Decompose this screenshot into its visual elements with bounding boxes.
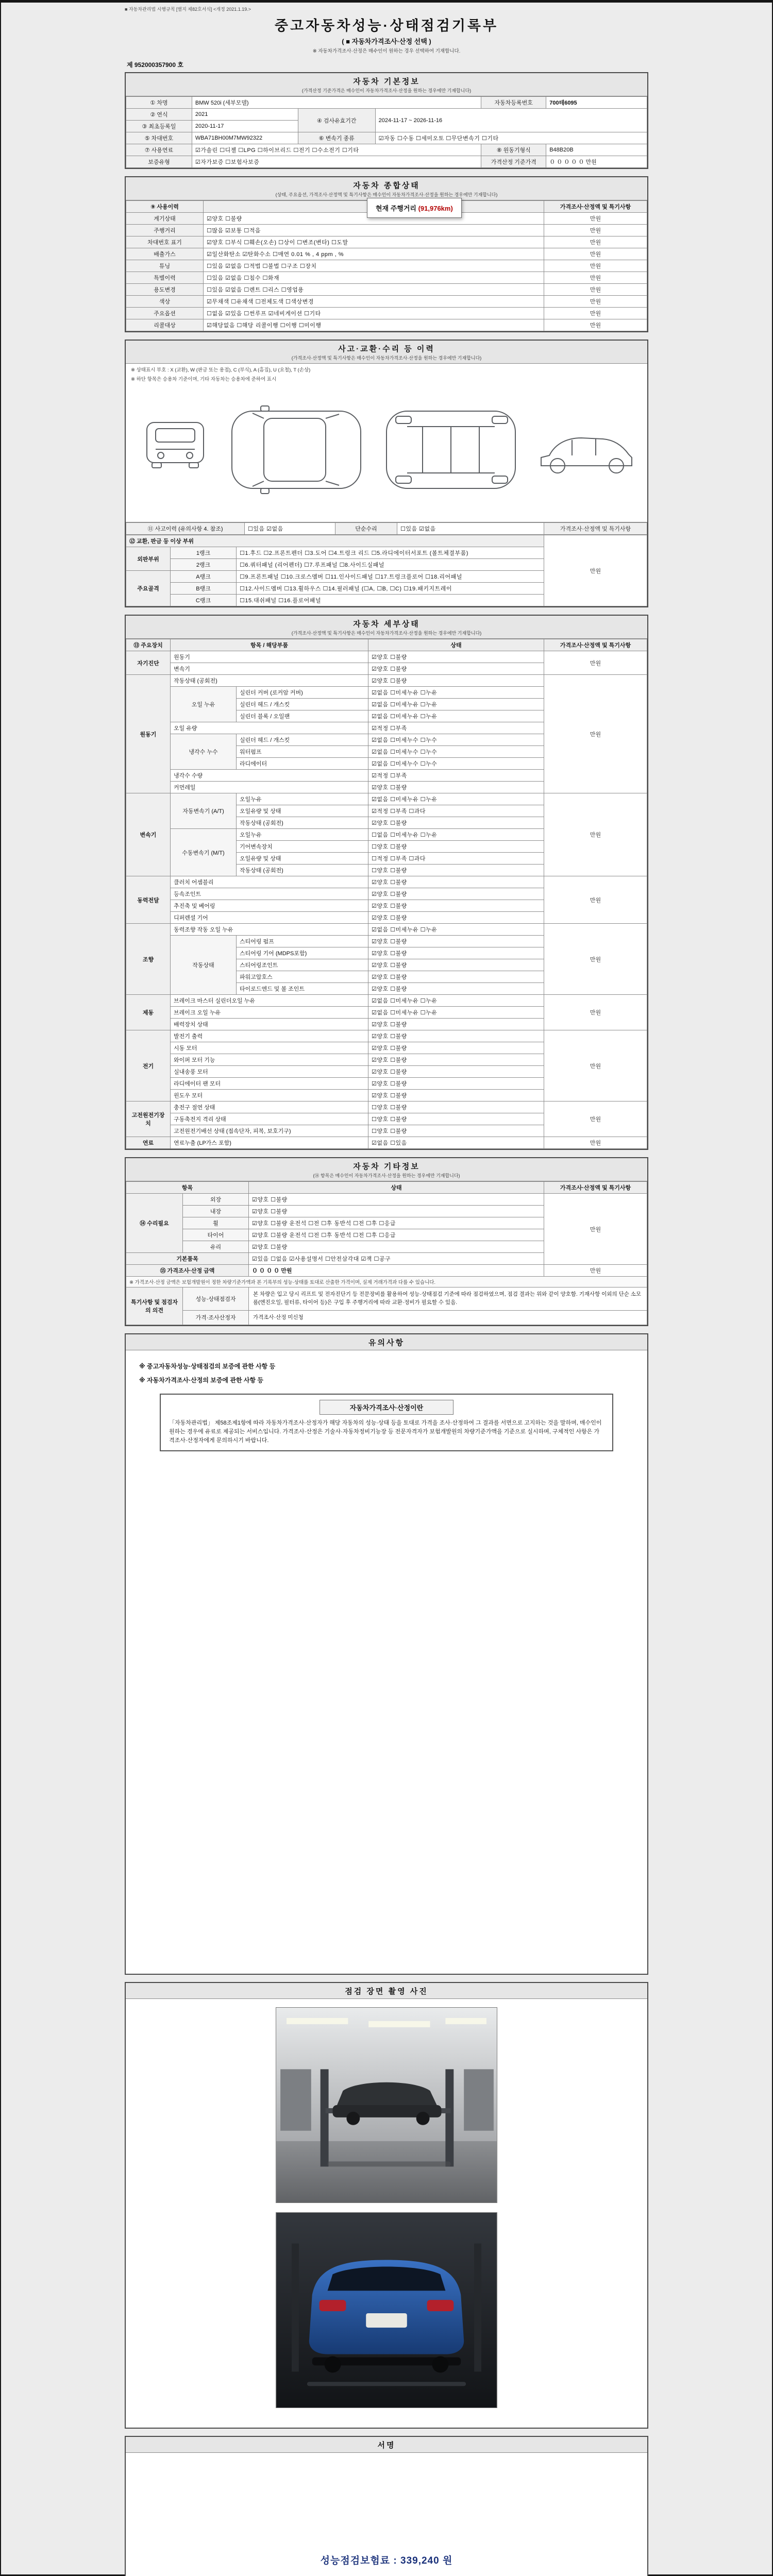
- table-row: [126, 924, 647, 936]
- document-header: [125, 12, 648, 59]
- item-label: 파워고압호스: [237, 971, 368, 983]
- group-label: 기본품목: [126, 1253, 249, 1265]
- section-note: (가격산정 기준가격은 매수인이 자동차가격조사·산정을 원하는 경우에만 기재합니다): [301, 88, 472, 93]
- checkbox-group[interactable]: ☐있음 ☑없음 ☐렌트 ☐리스 ☐영업용: [204, 284, 544, 296]
- price-cell: 만원: [544, 248, 647, 260]
- field-label: 가격산정 기준가격: [481, 156, 546, 168]
- group-label: 제동: [126, 995, 171, 1030]
- price-cell: 만원: [544, 284, 647, 296]
- checkbox-group[interactable]: ☑양호 ☐부식 ☐훼손(오손) ☐상이 ☐변조(변타) ☐도말: [204, 236, 544, 248]
- item-label: 배력장치 상태: [171, 1019, 368, 1030]
- accident-rank-table: [126, 535, 647, 606]
- insurance-premium: [136, 2553, 637, 2567]
- sub-label: 냉각수 누수: [171, 734, 237, 770]
- price-cell: 만원: [544, 793, 647, 876]
- checkbox-group[interactable]: ☐6.쿼터패널 (리어펜더) ☐7.루프패널 ☐8.사이드실패널: [237, 559, 544, 571]
- checkbox-group[interactable]: ☑양호 ☐불량: [368, 1066, 544, 1078]
- table-row: [126, 793, 647, 805]
- odometer-value: (91,976km): [418, 205, 453, 212]
- definition-title: 자동차가격조사·산정이란: [320, 1400, 453, 1415]
- row-label: 용도변경: [126, 284, 204, 296]
- field-label: ⑤ 차대번호: [126, 132, 192, 144]
- checkbox-group[interactable]: ☑양호 ☐불량: [368, 936, 544, 947]
- checkbox-group[interactable]: ☑양호 ☐불량: [368, 1090, 544, 1101]
- table-row: [126, 876, 647, 888]
- row-label: 특별이력: [126, 272, 204, 284]
- row-label: 리콜대상: [126, 319, 204, 331]
- checkbox-group[interactable]: ☑없음 ☐미세누수 ☐누수: [368, 734, 544, 746]
- group-label: 전기: [126, 1030, 171, 1101]
- checkbox-group[interactable]: ☑양호 ☐불량: [368, 900, 544, 912]
- checkbox-group[interactable]: ☑없음 ☐미세누유 ☐누유: [368, 995, 544, 1007]
- item-label: 실린더 블록 / 오일팬: [237, 710, 368, 722]
- checkbox-group[interactable]: ☑양호 ☐불량: [249, 1241, 544, 1253]
- field-label: 보증유형: [126, 156, 192, 168]
- item-label: 작동상태 (공회전): [237, 865, 368, 876]
- table-row: [126, 132, 647, 144]
- field-label: 자동차등록번호: [481, 97, 546, 109]
- rank-label: A랭크: [171, 571, 237, 583]
- item-label: 라디에이터: [237, 758, 368, 770]
- checkbox-group[interactable]: ☑양호 ☐불량 운전석 ☐전 ☐후 동반석 ☐전 ☐후 ☐응급: [249, 1217, 544, 1229]
- comprehensive-table: [126, 200, 647, 331]
- checkbox-group[interactable]: ☑없음 ☐있음: [368, 1137, 544, 1149]
- checkbox-group[interactable]: ☑적정 ☐부족 ☐과다: [368, 805, 544, 817]
- table-row: [126, 284, 647, 296]
- item-label: 실내송풍 모터: [171, 1066, 368, 1078]
- notice-heading: ※ 자동차가격조사·산정의 보증에 관한 사항 등: [139, 1377, 263, 1384]
- item-label: 와이퍼 모터 기능: [171, 1054, 368, 1066]
- checkbox-group[interactable]: ☐15.대쉬패널 ☐16.플로어패널: [237, 595, 544, 606]
- page-title: 중고자동차성능·상태점검기록부: [274, 18, 499, 33]
- column-header: 항목: [126, 1182, 249, 1194]
- table-row: [126, 995, 647, 1007]
- item-label: 내장: [183, 1206, 249, 1217]
- checkbox-group[interactable]: ☐있음 ☑없음 ☐적법 ☐불법 ☐구조 ☐장치: [204, 260, 544, 272]
- group-label: 주요골격: [126, 571, 171, 606]
- item-label: 타이로드엔드 및 볼 조인트: [237, 983, 368, 995]
- checkbox-group[interactable]: ☑양호 ☐불량: [368, 888, 544, 900]
- item-label: 스티어링 펌프: [237, 936, 368, 947]
- car-diagram-svg: [134, 386, 639, 515]
- price-cell: 만원: [544, 651, 647, 675]
- group-label: 연료: [126, 1137, 171, 1149]
- inspector-opinion: 본 차량은 입고 당시 리프트 및 전자진단기 등 전문장비를 활용하여 성능·상태점검 기준에 따라 점검하였으며, 점검 결과는 위와 같이 양호함. 기재사항 이외의 단순 소모품(엔진오일, 필터류, 타이어 등)은 구입 후 주행거리에 따라 교환·정비가 필요할 수 있음.: [249, 1287, 647, 1311]
- item-label: 윈도우 모터: [171, 1090, 368, 1101]
- checkbox-group[interactable]: ☑적정 ☐부족: [368, 722, 544, 734]
- form-reference: ■ 자동차관리법 시행규칙 [별지 제82호서식] <개정 2021.1.19.>: [125, 7, 251, 12]
- checkbox-group[interactable]: ☑양호 ☐불량: [368, 1078, 544, 1090]
- checkbox-group[interactable]: ☑적정 ☐부족: [368, 770, 544, 782]
- price-cell: 만원: [544, 995, 647, 1030]
- table-row: [126, 144, 647, 156]
- item-label: 워터펌프: [237, 746, 368, 758]
- column-header: 항목 / 해당부품: [171, 639, 368, 651]
- checkbox-group[interactable]: ☑양호 ☐불량: [368, 1042, 544, 1054]
- group-label: 고전원전기장치: [126, 1101, 171, 1137]
- table-row: [126, 1182, 647, 1194]
- document: [125, 3, 648, 2576]
- checkbox-group[interactable]: ☐있음 ☑없음: [245, 523, 335, 535]
- price-cell: 만원: [544, 319, 647, 331]
- column-header: 가격조사·산정액 및 특기사항: [544, 201, 647, 213]
- column-header: ⑬ 주요장치: [126, 639, 171, 651]
- item-label: 휠: [183, 1217, 249, 1229]
- estimator-opinion: 가격조사·산정 미신청: [249, 1310, 647, 1325]
- section-title: 자동차 기본정보: [353, 77, 420, 86]
- checkbox-group[interactable]: ☐양호 ☐불량: [368, 841, 544, 853]
- checkbox-group[interactable]: ☑양호 ☐불량: [368, 663, 544, 675]
- field-value: WBA71BH00M7MW92322: [192, 132, 298, 144]
- field-label: 단순수리: [335, 523, 397, 535]
- field-label: ③ 최초등록일: [126, 121, 192, 132]
- field-label: ④ 검사유효기간: [298, 109, 375, 132]
- table-row: [126, 296, 647, 308]
- item-label: 등속조인트: [171, 888, 368, 900]
- sub-label: 작동상태: [171, 936, 237, 995]
- checkbox-group[interactable]: ☐양호 ☐불량: [368, 1113, 544, 1125]
- checkbox-group[interactable]: ☐있음 ☑없음 ☐침수 ☐화재: [204, 272, 544, 284]
- section-comprehensive: [125, 176, 648, 332]
- price-header: 가격조사·산정액 및 특기사항: [544, 523, 647, 535]
- checkbox-group[interactable]: ☑없음 ☐미세누수 ☐누수: [368, 758, 544, 770]
- sub-label: 오일 누유: [171, 687, 237, 722]
- price-cell: 만원: [544, 213, 647, 225]
- item-label: 구동축전지 격리 상태: [171, 1113, 368, 1125]
- price-cell: 만원: [544, 1194, 647, 1265]
- item-label: 작동상태 (공회전): [237, 817, 368, 829]
- section-note: (가격조사·산정액 및 특기사항은 매수인이 자동차가격조사·산정을 원하는 경우에만 기재합니다): [291, 631, 482, 636]
- checkbox-group[interactable]: ☐9.프론트패널 ☐10.크로스멤버 ☐11.인사이드패널 ☐17.트렁크플로어 ☐18.리어패널: [237, 571, 544, 583]
- checkbox-group[interactable]: ☐양호 ☐불량: [368, 1101, 544, 1113]
- price-cell: 만원: [544, 1265, 647, 1277]
- field-label: 성능·상태점검자: [183, 1287, 249, 1311]
- field-label: ⑦ 사용연료: [126, 144, 192, 156]
- car-diagram: [126, 382, 647, 522]
- notice-heading: ※ 중고자동차성능·상태점검의 보증에 관한 사항 등: [139, 1363, 276, 1370]
- odometer-overlay: [367, 198, 462, 218]
- item-label: 외장: [183, 1194, 249, 1206]
- column-header: ⑨ 사용이력: [126, 201, 204, 213]
- checkbox-group[interactable]: ☐많음 ☑보통 ☐적음: [204, 225, 544, 236]
- item-label: 냉각수 수량: [171, 770, 368, 782]
- misc-info-table: [126, 1181, 647, 1325]
- item-label: 발전기 출력: [171, 1030, 368, 1042]
- item-label: 타이어: [183, 1229, 249, 1241]
- section-detail-state: [125, 615, 648, 1150]
- field-label: ① 차명: [126, 97, 192, 109]
- section-signature: [125, 2436, 648, 2576]
- checkbox-group[interactable]: ☑양호 ☐불량: [368, 1030, 544, 1042]
- column-header: 상태: [249, 1182, 544, 1194]
- row-label: 색상: [126, 296, 204, 308]
- field-value: B48B20B: [546, 144, 647, 156]
- row-label: 배출가스: [126, 248, 204, 260]
- item-label: 브레이크 오일 누유: [171, 1007, 368, 1019]
- item-label: 스티어링 기어 (MDPS포함): [237, 947, 368, 959]
- column-header: 가격조사·산정액 및 특기사항: [544, 1182, 647, 1194]
- price-cell: 만원: [544, 308, 647, 319]
- checkbox-group[interactable]: ☑해당없음 ☐해당 리콜이행 ☐이행 ☐미이행: [204, 319, 544, 331]
- item-label: 작동상태 (공회전): [171, 675, 368, 687]
- item-label: 오일누유: [237, 829, 368, 841]
- row-label: 튜닝: [126, 260, 204, 272]
- field-label: ② 연식: [126, 109, 192, 121]
- section-title: 자동차 기타정보: [353, 1162, 420, 1171]
- section-notices: [125, 1333, 648, 1975]
- premium-label: 성능점검보험료 :: [320, 2555, 397, 2567]
- price-cell: 만원: [544, 1101, 647, 1137]
- group-label: 특기사항 및 점검자의 의견: [126, 1287, 183, 1325]
- checkbox-group[interactable]: ☐1.후드 ☐2.프론트펜더 ☐3.도어 ☐4.트렁크 리드 ☐5.라디에이터서포트 (볼트체결부품): [237, 547, 544, 559]
- item-label: 동력조향 작동 오일 누유: [171, 924, 368, 936]
- table-row: [126, 1277, 647, 1287]
- checkbox-group[interactable]: ☑양호 ☐불량: [368, 1054, 544, 1066]
- accident-history-table: [126, 522, 647, 535]
- field-value: ０ ０ ０ ０ 만원: [249, 1265, 544, 1277]
- price-cell: 만원: [544, 272, 647, 284]
- row-label: 주행거리: [126, 225, 204, 236]
- item-label: 유리: [183, 1241, 249, 1253]
- item-label: 커먼레일: [171, 782, 368, 793]
- price-cell: 만원: [544, 924, 647, 995]
- column-header: 상태: [368, 639, 544, 651]
- section-title: 점검 장면 촬영 사진: [345, 1987, 428, 1996]
- checkbox-group[interactable]: ☑양호 ☐불량: [368, 959, 544, 971]
- price-cell: 만원: [544, 225, 647, 236]
- table-row: [126, 97, 647, 109]
- table-row: [126, 1101, 647, 1113]
- table-row: [126, 260, 647, 272]
- group-label: 변속기: [126, 793, 171, 876]
- item-label: 실린더 커버 (로커암 커버): [237, 687, 368, 699]
- checkbox-group[interactable]: ☐양호 ☐불량: [368, 1125, 544, 1137]
- document-number: 제 952000357900 호: [127, 61, 183, 69]
- table-row: [126, 523, 647, 535]
- price-cell: 만원: [544, 675, 647, 793]
- checkbox-group[interactable]: ☑무채색 ☐유채색 ☐전체도색 ☐색상변경: [204, 296, 544, 308]
- checkbox-group[interactable]: ☑양호 ☐불량: [368, 912, 544, 924]
- section-misc-info: [125, 1157, 648, 1326]
- checkbox-group[interactable]: ☑양호 ☐불량: [368, 983, 544, 995]
- table-row: [126, 1287, 647, 1311]
- rank-label: B랭크: [171, 583, 237, 595]
- checkbox-group[interactable]: ☑자가보증 ☐보험사보증: [192, 156, 481, 168]
- item-label: 실린더 헤드 / 개스킷: [237, 699, 368, 710]
- item-label: 디퍼렌셜 기어: [171, 912, 368, 924]
- price-definition-box: [160, 1394, 613, 1451]
- section-note: (상태, 주요옵션, 가격조사·산정액 및 특기사항은 매수인이 자동차가격조사·산정을 원하는 경우에만 기재합니다): [275, 192, 498, 197]
- row-label: 주요옵션: [126, 308, 204, 319]
- sub-label: 자동변속기 (A/T): [171, 793, 237, 829]
- field-label: ⑥ 변속기 종류: [298, 132, 375, 144]
- item-label: 라디에이터 팬 모터: [171, 1078, 368, 1090]
- group-label: ⑭ 수리필요: [126, 1194, 183, 1253]
- item-label: 오일 유량: [171, 722, 368, 734]
- price-cell: 만원: [544, 876, 647, 924]
- table-row: [126, 248, 647, 260]
- item-label: 클러치 어셈블리: [171, 876, 368, 888]
- table-row: [126, 308, 647, 319]
- checkbox-group[interactable]: ☐없음 ☐미세누유 ☐누유: [368, 829, 544, 841]
- state-legend: ※ 상태표시 부호 : X (교환), W (판금 또는 용접), C (부식), A (흠집), U (요철), T (손상): [131, 367, 311, 373]
- item-label: 오일누유: [237, 793, 368, 805]
- field-label: ⑪ 사고이력 (유의사항 4. 참조): [126, 523, 245, 535]
- checkbox-group[interactable]: ☑양호 ☐불량: [368, 971, 544, 983]
- group-label: 원동기: [126, 675, 171, 793]
- section-note: (가격조사·산정액 및 특기사항은 매수인이 자동차가격조사·산정을 원하는 경우에만 기재합니다): [291, 355, 482, 361]
- group-label: 자기진단: [126, 651, 171, 675]
- checkbox-group[interactable]: ☑양호 ☐불량: [368, 876, 544, 888]
- checkbox-group[interactable]: ☑양호 ☐불량: [368, 675, 544, 687]
- checkbox-group[interactable]: ☑가솔린 ☐디젤 ☐LPG ☐하이브리드 ☐전기 ☐수소전기 ☐기타: [192, 144, 481, 156]
- table-row: [126, 1030, 647, 1042]
- section-title: 유의사항: [368, 1338, 405, 1348]
- table-row: [126, 675, 647, 687]
- item-label: 연료누출 (LP가스 포함): [171, 1137, 368, 1149]
- section-accident-history: [125, 340, 648, 607]
- price-note: ※ 가격조사·산정 금액은 보험개발원이 정한 차량기준가액과 본 기록부의 성능·상태를 토대로 산출한 가격이며, 실제 거래가격과 다를 수 있습니다.: [126, 1277, 647, 1287]
- field-label: 가격·조사산정자: [183, 1310, 249, 1325]
- item-label: 기어변속장치: [237, 841, 368, 853]
- basic-info-table: [126, 96, 647, 168]
- checkbox-group[interactable]: ☑양호 ☐불량: [249, 1194, 544, 1206]
- row-label: 차대번호 표기: [126, 236, 204, 248]
- rank-label: C랭크: [171, 595, 237, 606]
- row-label: 계기상태: [126, 213, 204, 225]
- rank-label: 1랭크: [171, 547, 237, 559]
- field-value: BMW 520i (세부모델): [192, 97, 481, 109]
- odometer-label: 현재 주행거리: [376, 205, 416, 212]
- table-row: [126, 639, 647, 651]
- sub-label: 수동변속기 (M/T): [171, 829, 237, 876]
- section-basic-info: [125, 72, 648, 169]
- inspection-photo-underbody: [276, 2212, 497, 2408]
- checkbox-group[interactable]: ☐있음 ☑없음: [397, 523, 544, 535]
- field-value: 2020-11-17: [192, 121, 298, 132]
- table-row: [126, 1137, 647, 1149]
- checkbox-group[interactable]: ☑없음 ☐미세누유 ☐누유: [368, 924, 544, 936]
- section-title: 자동차 세부상태: [353, 620, 420, 629]
- checkbox-group[interactable]: ☐적정 ☐부족 ☐과다: [368, 853, 544, 865]
- field-value: 2021: [192, 109, 298, 121]
- table-row: [126, 1194, 647, 1206]
- table-row: [126, 1310, 647, 1325]
- section-photos: [125, 1982, 648, 2429]
- checkbox-group[interactable]: ☑양호 ☐불량: [368, 817, 544, 829]
- checkbox-group[interactable]: ☑없음 ☐미세누수 ☐누수: [368, 746, 544, 758]
- title-note: ※ 자동차가격조사·산정은 매수인이 원하는 경우 선택하여 기재합니다.: [312, 48, 461, 54]
- field-value: ０ ０ ０ ０ ０ 만원: [546, 156, 647, 168]
- field-value: 700테6095: [546, 97, 647, 109]
- item-label: 충전구 절연 상태: [171, 1101, 368, 1113]
- field-value: 2024-11-17 ~ 2026-11-16: [375, 109, 647, 132]
- table-row: [126, 272, 647, 284]
- checkbox-group[interactable]: ☑없음 ☐미세누유 ☐누유: [368, 1007, 544, 1019]
- table-row: [126, 1265, 647, 1277]
- table-row: [126, 109, 647, 121]
- column-header: 가격조사·산정액 및 특기사항: [544, 639, 647, 651]
- field-label: ⑮ 가격조사·산정 금액: [126, 1265, 249, 1277]
- checkbox-group[interactable]: ☑양호 ☐불량: [368, 947, 544, 959]
- table-row: [126, 156, 647, 168]
- item-label: 변속기: [171, 663, 368, 675]
- checkbox-group[interactable]: ☐양호 ☐불량: [368, 865, 544, 876]
- item-label: 스티어링조인트: [237, 959, 368, 971]
- price-cell: 만원: [544, 1030, 647, 1101]
- group-label: 조향: [126, 924, 171, 995]
- section-title: 사고·교환·수리 등 이력: [338, 345, 435, 353]
- group-label: 외판부위: [126, 547, 171, 571]
- premium-value: 339,240 원: [400, 2555, 453, 2567]
- checkbox-group[interactable]: ☑양호 ☐불량: [368, 782, 544, 793]
- field-label: ⑫ 교환, 판금 등 이상 부위: [126, 535, 544, 547]
- checkbox-group[interactable]: ☑양호 ☐불량: [368, 1019, 544, 1030]
- item-label: 시동 모터: [171, 1042, 368, 1054]
- table-row: [126, 225, 647, 236]
- checkbox-group[interactable]: ☑없음 ☐미세누유 ☐누유: [368, 710, 544, 722]
- table-row: [126, 651, 647, 663]
- detail-state-table: [126, 639, 647, 1149]
- checkbox-group[interactable]: ☑자동 ☐수동 ☐세미오토 ☐무단변속기 ☐기타: [375, 132, 647, 144]
- table-row: [126, 535, 647, 547]
- section-title: 서명: [377, 2441, 396, 2450]
- inspection-photo-lift: [276, 2007, 497, 2203]
- checkbox-group[interactable]: ☑있음 ☐없음 ☑사용설명서 ☐안전삼각대 ☑잭 ☐공구: [249, 1253, 544, 1265]
- section-title: 자동차 종합상태: [353, 181, 420, 190]
- field-label: ⑧ 원동기형식: [481, 144, 546, 156]
- table-row: [126, 319, 647, 331]
- item-label: 오일유량 및 상태: [237, 805, 368, 817]
- section-note: (⑭ 항목은 매수인이 자동차가격조사·산정을 원하는 경우에만 기재합니다): [313, 1173, 460, 1178]
- title-option: ( ■ 자동차가격조사·산정 선택 ): [342, 38, 431, 45]
- item-label: 원동기: [171, 651, 368, 663]
- checkbox-group[interactable]: ☐없음 ☑있음 ☐썬루프 ☑네비게이션 ☐기타: [204, 308, 544, 319]
- price-cell: 만원: [544, 1137, 647, 1149]
- price-cell: 만원: [544, 260, 647, 272]
- item-label: 실린더 헤드 / 개스킷: [237, 734, 368, 746]
- checkbox-group[interactable]: ☑일산화탄소 ☑탄화수소 ☐매연 0.01 % , 4 ppm , %: [204, 248, 544, 260]
- checkbox-group[interactable]: ☑없음 ☐미세누유 ☐누유: [368, 793, 544, 805]
- checkbox-group[interactable]: ☑양호 ☐불량: [204, 213, 544, 225]
- checkbox-group[interactable]: ☐12.사이드멤버 ☐13.휠하우스 ☐14.필러패널 (☐A, ☐B, ☐C) ☐19.패키지트레이: [237, 583, 544, 595]
- checkbox-group[interactable]: ☑없음 ☐미세누유 ☐누유: [368, 699, 544, 710]
- checkbox-group[interactable]: ☑양호 ☐불량: [249, 1206, 544, 1217]
- price-cell: 만원: [544, 236, 647, 248]
- checkbox-group[interactable]: ☑양호 ☐불량: [368, 651, 544, 663]
- item-label: 추진축 및 베어링: [171, 900, 368, 912]
- price-cell: 만원: [544, 535, 647, 606]
- state-legend-2: ※ 하단 항목은 승용차 기준이며, 기타 자동차는 승용차에 준하여 표시: [131, 377, 277, 382]
- item-label: 고전원전기배선 상태 (접속단자, 피복, 보호기구): [171, 1125, 368, 1137]
- rank-label: 2랭크: [171, 559, 237, 571]
- item-label: 브레이크 마스터 실린더오일 누유: [171, 995, 368, 1007]
- definition-text: 「자동차관리법」 제58조제1항에 따라 자동차가격조사·산정자가 해당 자동차의 성능·상태 등을 토대로 가격을 조사·산정하여 그 결과를 서면으로 고지하는 것을 말하며, 매수인이 원하는 경우에 유료로 제공되는 서비스입니다. 가격조사·산정은 기술사·자동차정비기능장 등 전문자격자가 보험개발원의 차량기준가액을 기준으로 실시하며, 구체적인 사항은 가격조사·산정자에게 문의하시기 바랍니다.: [169, 1420, 602, 1444]
- item-label: 오일유량 및 상태: [237, 853, 368, 865]
- checkbox-group[interactable]: ☑없음 ☐미세누유 ☐누유: [368, 687, 544, 699]
- price-cell: 만원: [544, 296, 647, 308]
- checkbox-group[interactable]: ☑양호 ☐불량 운전석 ☐전 ☐후 동반석 ☐전 ☐후 ☐응급: [249, 1229, 544, 1241]
- table-row: [126, 236, 647, 248]
- group-label: 동력전달: [126, 876, 171, 924]
